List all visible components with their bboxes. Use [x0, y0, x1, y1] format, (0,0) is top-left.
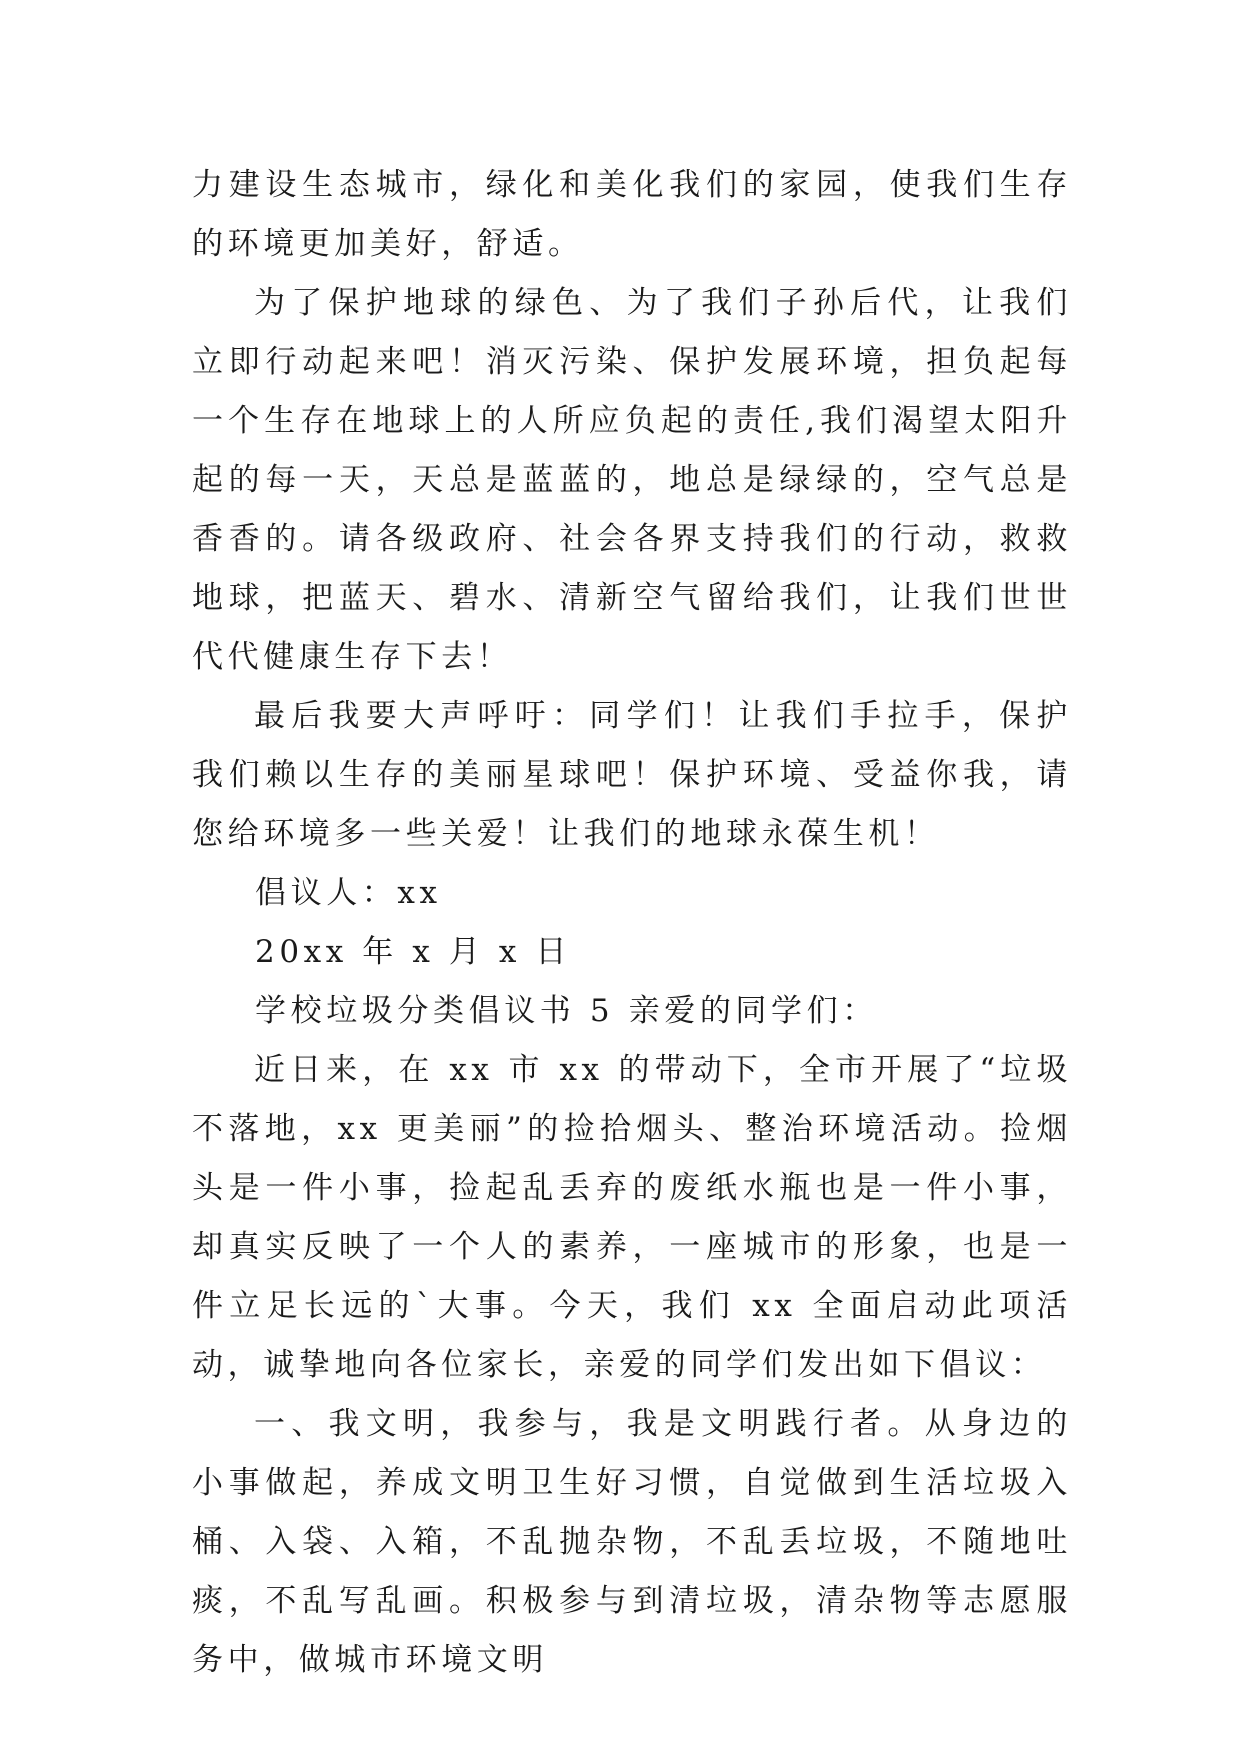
paragraph-5: 一、我文明，我参与，我是文明践行者。从身边的小事做起，养成文明卫生好习惯，自觉做到生活垃圾入桶、入袋、入箱，不乱抛杂物，不乱丢垃圾，不随地吐痰，不乱写乱画。积极参与到清垃圾，清杂物等志愿服务中，做城市环境文明 — [192, 1406, 1072, 1678]
paragraph-3: 最后我要大声呼吁：同学们！让我们手拉手，保护我们赖以生存的美丽星球吧！保护环境、受益你我，请您给环境多一些关爱！让我们的地球永葆生机！ — [192, 698, 1072, 852]
paragraph-4: 近日来，在 xx 市 xx 的带动下，全市开展了“垃圾不落地，xx 更美丽”的捡拾烟头、整治环境活动。捡烟头是一件小事，捡起乱丢弃的废纸水瓶也是一件小事，却真实反映了一个人的素养，一座城市的形象，也是一件立足长远的`大事。今天，我们 xx 全面启动此项活动，诚挚地向各位家长，亲爱的同学们发出如下倡议： — [192, 1052, 1072, 1383]
date-line: 20xx 年 x 月 x 日 — [255, 934, 572, 970]
paragraph-2: 为了保护地球的绿色、为了我们子孙后代，让我们立即行动起来吧！消灭污染、保护发展环境，担负起每一个生存在地球上的人所应负起的责任,我们渴望太阳升起的每一天，天总是蓝蓝的，地总是绿绿的，空气总是香香的。请各级政府、社会各界支持我们的行动，救救地球，把蓝天、碧水、清新空气留给我们，让我们世世代代健康生存下去！ — [192, 285, 1072, 675]
section-heading: 学校垃圾分类倡议书 5 亲爱的同学们： — [255, 993, 878, 1029]
paragraph-1: 力建设生态城市，绿化和美化我们的家园，使我们生存的环境更加美好，舒适。 — [192, 167, 1072, 262]
proposer-line: 倡议人：xx — [255, 875, 442, 911]
document-body — [192, 156, 1072, 1690]
